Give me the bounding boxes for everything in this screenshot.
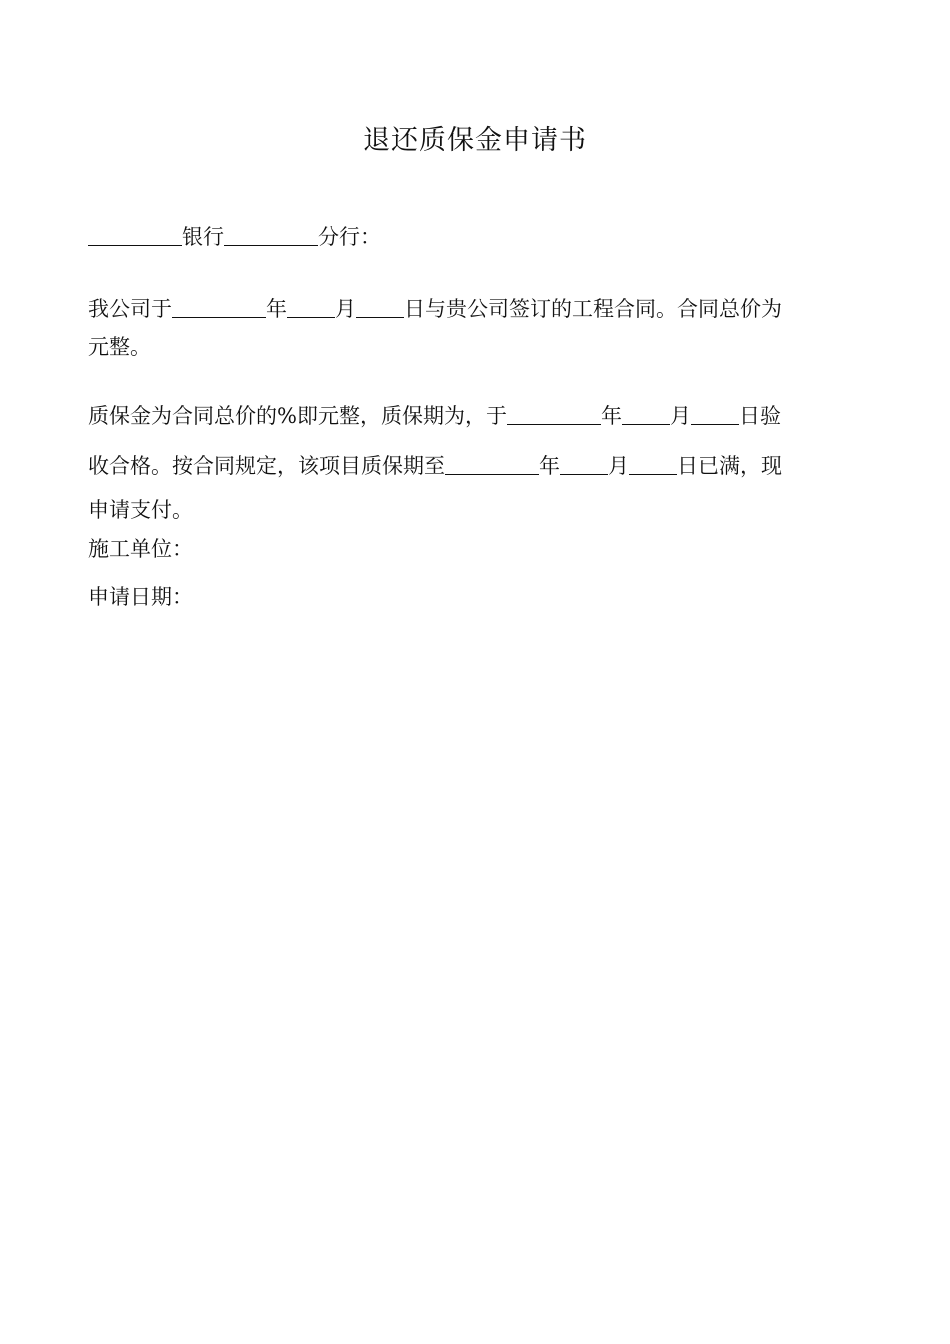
warranty-line-1: [88, 391, 864, 441]
application-date-label: 申请日期：: [88, 585, 193, 609]
bank-name-blank: [88, 223, 182, 246]
bank-label: 银行: [182, 225, 224, 249]
month-label: 月: [335, 297, 356, 321]
expiry-month-blank: [560, 452, 608, 475]
construction-unit-label: 施工单位：: [88, 537, 193, 561]
warranty-prefix: 质保金为合同总价的%即元整，质保期为，于: [88, 404, 507, 428]
document-title: 退还质保金申请书: [363, 125, 587, 156]
expiry-day-blank: [629, 452, 677, 475]
year-label: 年: [539, 454, 560, 478]
acceptance-month-blank: [622, 402, 670, 425]
contract-paragraph: [88, 290, 864, 366]
contract-day-blank: [356, 295, 404, 318]
warranty-line-2: [88, 441, 864, 491]
acceptance-year-blank: [507, 402, 601, 425]
contract-month-blank: [287, 295, 335, 318]
month-label: 月: [608, 454, 629, 478]
month-label: 月: [669, 404, 691, 428]
contract-line-1: [88, 290, 864, 328]
branch-name-blank: [224, 223, 318, 246]
warranty-line2-prefix: 收合格。按合同规定，该项目质保期至: [88, 454, 445, 478]
warranty-suffix: 日验: [738, 404, 781, 428]
expiry-year-blank: [445, 452, 539, 475]
acceptance-day-blank: [691, 402, 739, 425]
contract-line-2: 元整。: [88, 335, 151, 359]
warranty-line2-suffix: 日已满，现: [677, 454, 782, 478]
year-label: 年: [600, 404, 622, 428]
branch-label: 分行：: [318, 225, 381, 249]
contract-year-blank: [172, 295, 266, 318]
warranty-paragraph: [88, 391, 864, 529]
warranty-line-3: 申请支付。: [88, 498, 193, 522]
addressee-line: [88, 218, 864, 256]
contract-prefix: 我公司于: [88, 297, 172, 321]
year-label: 年: [266, 297, 287, 321]
contract-suffix: 日与贵公司签订的工程合同。合同总价为: [404, 297, 782, 321]
